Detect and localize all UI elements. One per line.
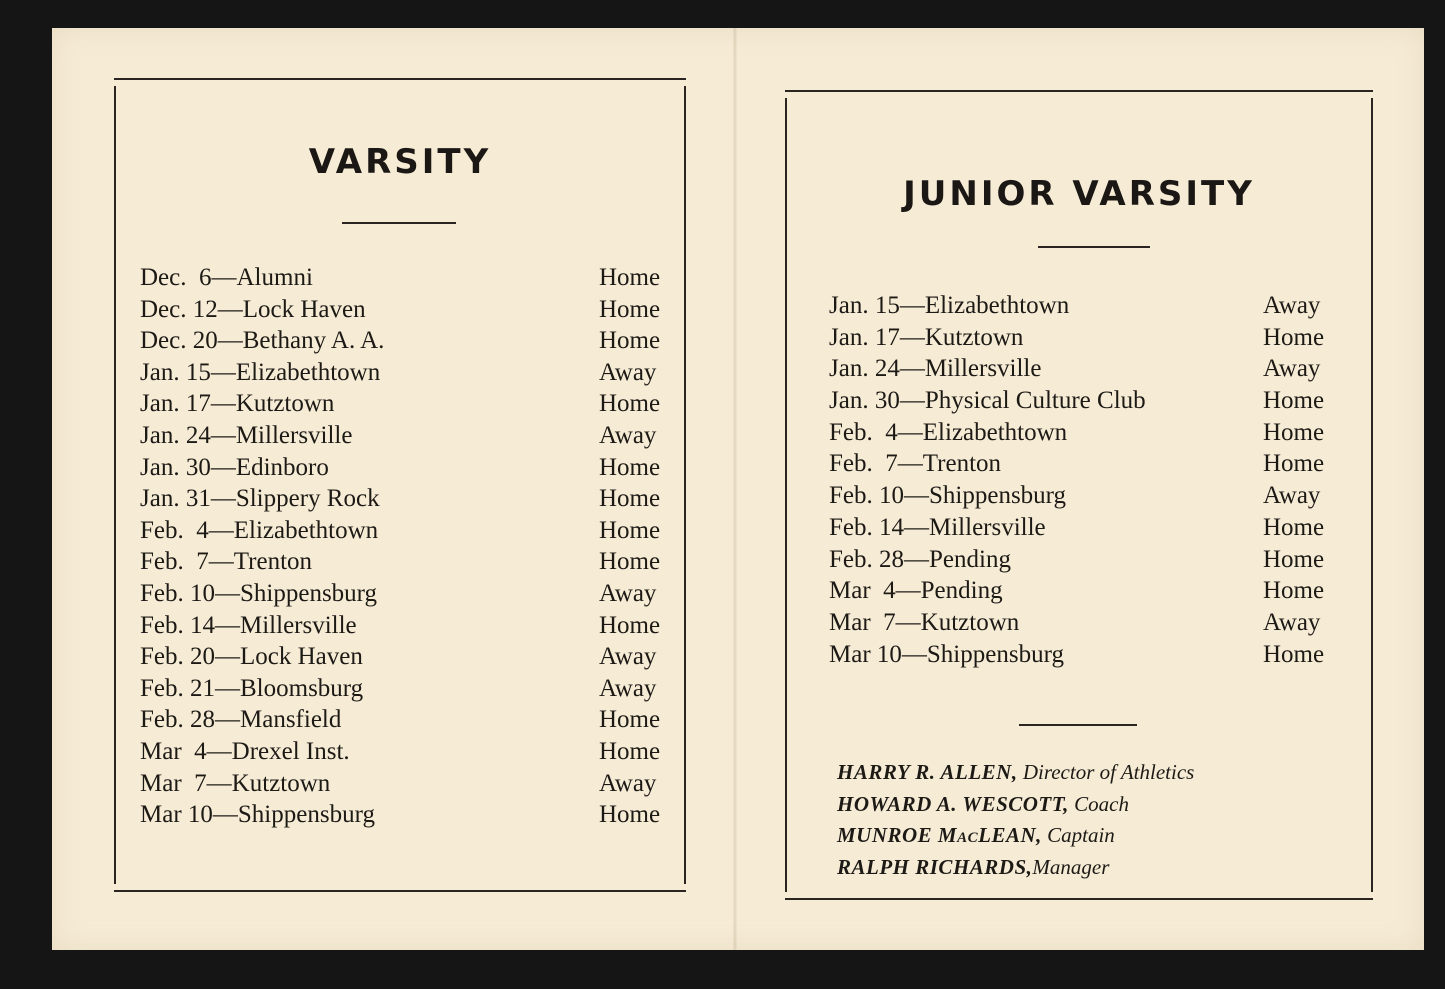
game-row [140,390,675,422]
varsity-panel [114,78,686,892]
game-row [140,801,675,833]
game-date: Feb. 10 [140,579,215,607]
dash-separator: — [212,801,238,829]
dash-separator: — [899,292,925,319]
section-divider [1019,724,1137,726]
game-row [829,482,1339,514]
game-row [829,292,1339,324]
game-row [140,580,675,612]
game-location: Home [599,737,661,765]
game-location: Away [1263,292,1321,319]
dash-separator: — [895,608,921,636]
game-location: Away [1263,482,1321,510]
game-entry [829,482,1066,510]
dash-separator: — [904,545,929,573]
dash-separator: — [904,482,929,510]
game-location: Home [1263,387,1325,415]
game-date: Feb. 4 [140,516,209,544]
game-date: Mar 4 [829,577,896,605]
card-fold [733,28,737,950]
game-opponent: Trenton [922,450,1002,478]
dash-separator: — [215,643,240,671]
game-row [829,450,1339,482]
game-entry [140,770,330,798]
game-entry [140,675,363,703]
game-row [829,577,1339,609]
game-opponent: Millersville [235,421,353,449]
game-row [140,706,675,738]
game-location: Home [599,390,661,418]
game-location: Home [1263,513,1325,541]
game-date: Feb. 14 [140,611,215,639]
dash-separator: — [904,513,929,541]
game-location: Home [1263,545,1325,573]
game-opponent: Kutztown [920,608,1020,636]
game-location: Away [599,421,657,449]
dash-separator: — [901,640,927,668]
game-date: Jan. 17 [140,390,211,418]
game-location: Home [1263,450,1325,478]
game-date: Feb. 14 [829,513,904,541]
game-entry [140,643,363,671]
game-entry [140,612,357,640]
game-entry [140,738,350,766]
game-row [829,387,1339,419]
game-opponent: Pending [929,545,1011,573]
dash-separator: — [210,485,236,513]
game-row [140,264,675,296]
game-date: Jan. 24 [829,355,900,383]
game-opponent: Elizabethtown [924,292,1070,319]
dash-separator: — [897,450,923,478]
game-date: Dec. 20 [140,327,218,355]
game-opponent: Elizabethtown [233,516,379,544]
schedule-card [52,28,1424,950]
game-location: Away [1263,355,1321,383]
game-date: Feb. 7 [829,450,898,478]
game-row [140,454,675,486]
game-entry [140,390,334,418]
game-opponent: Pending [920,577,1003,605]
staff-role: Coach [1068,791,1129,816]
game-opponent: Millersville [929,513,1046,541]
game-date: Jan. 30 [829,387,900,415]
game-entry [140,454,329,482]
game-date: Jan. 15 [140,358,211,386]
game-entry [829,577,1003,605]
game-entry [140,580,377,608]
dash-separator: — [217,327,243,355]
game-date: Feb. 4 [829,418,898,446]
dash-separator: — [208,516,234,544]
dash-separator: — [215,706,240,734]
game-date: Jan. 15 [829,292,900,319]
game-opponent: Shippensburg [926,640,1064,668]
game-row [140,517,675,549]
dash-separator: — [217,295,243,323]
dash-separator: — [210,453,236,481]
dash-separator: — [215,611,240,639]
game-entry [140,801,375,829]
game-opponent: Lock Haven [240,643,363,671]
dash-separator: — [899,323,925,351]
staff-role: Director of Athletics [1017,760,1195,784]
staff-member [837,823,1194,855]
game-opponent: Kutztown [235,390,335,418]
game-date: Feb. 10 [829,482,904,510]
game-opponent: Trenton [233,548,313,576]
game-opponent: Shippensburg [929,482,1067,510]
game-location: Home [1263,323,1325,351]
game-entry [829,641,1064,669]
varsity-schedule [140,264,675,833]
dash-separator: — [210,390,236,418]
game-row [829,609,1339,641]
staff-name: MUNROE MacLEAN, [837,823,1042,847]
game-entry [829,546,1011,574]
game-location: Home [599,295,661,323]
staff-name: RALPH RICHARDS, [837,854,1033,879]
game-opponent: Kutztown [924,323,1024,351]
game-entry [140,485,380,513]
staff-role: Captain [1041,823,1115,847]
game-opponent: Edinboro [235,453,329,481]
game-entry [140,706,341,734]
game-location: Home [1263,577,1325,605]
game-location: Away [1263,608,1321,636]
game-location: Home [599,327,661,355]
game-entry [829,419,1067,447]
game-row [140,327,675,359]
game-row [140,612,675,644]
game-opponent: Lock Haven [242,295,366,323]
game-date: Feb. 28 [829,545,904,573]
game-location: Home [599,516,661,544]
game-opponent: Kutztown [231,769,331,797]
game-opponent: Bloomsburg [240,674,364,702]
game-opponent: Shippensburg [240,579,378,607]
game-date: Jan. 17 [829,323,900,351]
title-underline [342,222,456,224]
game-location: Away [599,769,657,797]
game-entry [140,296,366,324]
dash-separator: — [210,358,236,386]
game-date: Feb. 28 [140,706,215,734]
game-date: Mar 10 [140,801,213,829]
dash-separator: — [897,418,923,446]
game-row [140,643,675,675]
game-row [140,548,675,580]
game-entry [140,264,313,292]
game-entry [140,359,380,387]
game-row [140,675,675,707]
game-row [829,514,1339,546]
game-row [140,359,675,391]
game-row [829,546,1339,578]
dash-separator: — [210,421,236,449]
game-opponent: Shippensburg [237,801,375,829]
junior-varsity-title: JUNIOR VARSITY [903,174,1255,214]
dash-separator: — [208,548,234,576]
game-date: Feb. 21 [140,674,215,702]
staff-name: HARRY R. ALLEN, [837,760,1018,784]
game-date: Mar 10 [829,640,902,668]
game-opponent: Millersville [240,611,357,639]
title-underline [1038,246,1150,248]
game-row [829,419,1339,451]
dash-separator: — [899,387,925,415]
game-row [829,641,1339,673]
game-opponent: Drexel Inst. [231,737,350,765]
game-location: Home [599,485,661,513]
game-date: Dec. 6 [140,264,212,291]
game-entry [829,387,1146,415]
game-entry [140,517,378,545]
game-date: Mar 7 [140,769,207,797]
game-row [829,324,1339,356]
game-location: Home [599,706,661,734]
game-row [140,738,675,770]
game-opponent: Elizabethtown [922,418,1068,446]
game-location: Home [599,264,661,291]
game-location: Home [599,548,661,576]
game-opponent: Physical Culture Club [924,387,1146,415]
dash-separator: — [895,577,921,605]
game-row [140,770,675,802]
game-location: Home [599,801,661,829]
staff-name: HOWARD A. WESCOTT, [837,791,1069,816]
game-location: Away [599,674,657,702]
game-row [829,355,1339,387]
game-date: Jan. 24 [140,421,211,449]
game-date: Jan. 30 [140,453,211,481]
game-entry [829,514,1046,542]
staff-list [837,760,1194,886]
staff-member [837,760,1194,792]
game-entry [140,548,312,576]
staff-member [837,792,1194,824]
game-date: Jan. 31 [140,485,211,513]
staff-role: Manager [1032,854,1110,879]
dash-separator: — [206,769,232,797]
junior-varsity-schedule [829,292,1339,672]
game-opponent: Millersville [924,355,1042,383]
dash-separator: — [899,355,925,383]
game-location: Home [599,453,661,481]
game-location: Away [599,643,657,671]
game-date: Feb. 7 [140,548,209,576]
dash-separator: — [206,737,232,765]
game-opponent: Elizabethtown [235,358,381,386]
game-row [140,296,675,328]
game-entry [140,327,384,355]
game-entry [140,422,352,450]
game-row [140,422,675,454]
game-date: Dec. 12 [140,295,218,323]
game-location: Away [599,358,657,386]
dash-separator: — [215,674,240,702]
game-opponent: Bethany A. A. [242,327,385,355]
staff-member [837,855,1194,887]
dash-separator: — [215,579,240,607]
game-entry [829,450,1001,478]
game-opponent: Alumni [236,264,313,291]
game-location: Home [1263,418,1325,446]
game-location: Away [599,579,657,607]
junior-varsity-panel [785,90,1373,900]
game-entry [829,292,1069,320]
game-date: Mar 7 [829,608,896,636]
game-entry [829,355,1041,383]
game-location: Home [599,611,661,639]
game-opponent: Mansfield [240,706,342,734]
game-opponent: Slippery Rock [235,485,380,513]
game-location: Home [1263,640,1325,668]
game-entry [829,324,1023,352]
game-entry [829,609,1019,637]
varsity-title: VARSITY [308,142,492,182]
game-row [140,485,675,517]
game-date: Feb. 20 [140,643,215,671]
game-date: Mar 4 [140,737,207,765]
dash-separator: — [211,264,237,291]
